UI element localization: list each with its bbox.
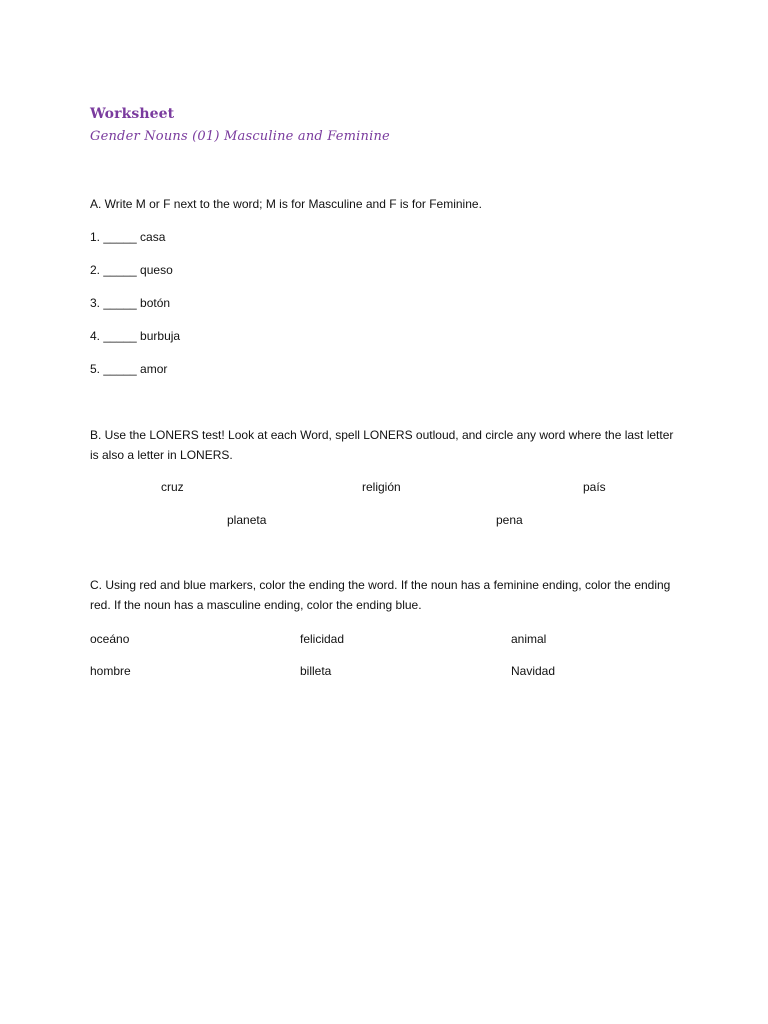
section-c-word: felicidad bbox=[300, 632, 345, 646]
worksheet-title: Worksheet bbox=[90, 106, 175, 122]
section-c-instruction: C. Using red and blue markers, color the ending the word. If the noun has a feminine ending, color the ending red. If the noun has a masculine ending, color the ending blue. bbox=[90, 578, 671, 612]
section-c-word: animal bbox=[511, 632, 547, 646]
section-c-word: billeta bbox=[300, 664, 332, 678]
section-c-word: hombre bbox=[90, 664, 131, 678]
section-a-item-4: 4. _____ burbuja bbox=[90, 329, 181, 343]
section-a-item-5: 5. _____ amor bbox=[90, 362, 168, 376]
section-c-word: Navidad bbox=[511, 664, 556, 678]
section-c-word: oceáno bbox=[90, 632, 130, 646]
section-a-instruction: A. Write M or F next to the word; M is for Masculine and F is for Feminine. bbox=[90, 197, 482, 211]
section-b-word: pena bbox=[496, 513, 523, 527]
section-b-word: planeta bbox=[227, 513, 267, 527]
section-b-word: cruz bbox=[161, 480, 184, 494]
worksheet-subtitle: Gender Nouns (01) Masculine and Feminine bbox=[90, 129, 390, 144]
section-a-item-1: 1. _____ casa bbox=[90, 230, 166, 244]
section-b-word: religión bbox=[362, 480, 401, 494]
section-b-word: país bbox=[583, 480, 606, 494]
section-a-item-3: 3. _____ botón bbox=[90, 296, 171, 310]
section-a-item-2: 2. _____ queso bbox=[90, 263, 173, 277]
section-b-instruction: B. Use the LONERS test! Look at each Word, spell LONERS outloud, and circle any word where the last letter is also a letter in LONERS. bbox=[90, 428, 674, 462]
